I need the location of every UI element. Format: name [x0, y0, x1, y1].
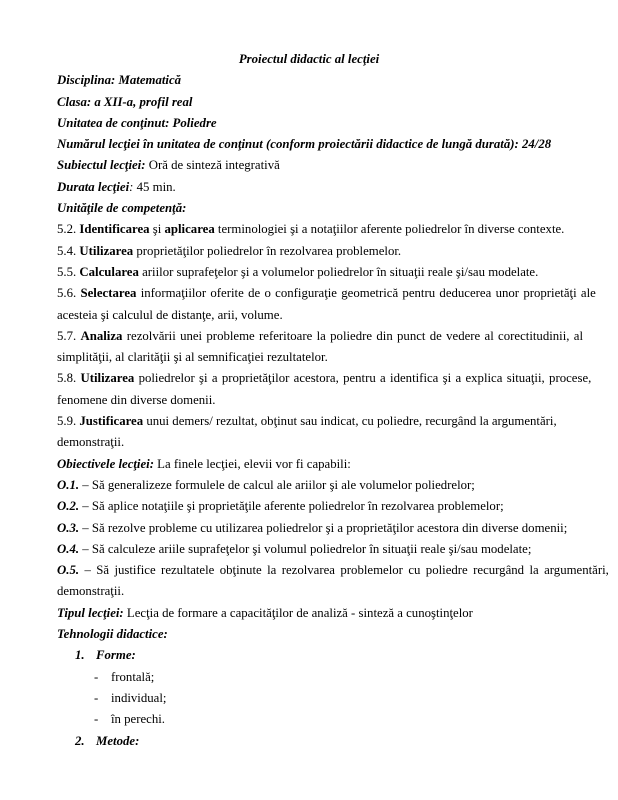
text-run: : [129, 179, 137, 194]
text-run: – Să aplice notaţiile şi proprietăţile aferente poliedrelor în rezolvarea problemelor; [79, 499, 504, 514]
text-run: – Să generalizeze formulele de calcul ale ariilor şi ale volumelor poliedrelor; [79, 477, 475, 492]
line-o5b [57, 581, 561, 602]
text-run: 5.7. [57, 328, 81, 343]
text-run: Disciplina: Matematică [57, 73, 182, 88]
text-run: Metode: [96, 733, 140, 748]
text-run: Analiza [80, 328, 123, 343]
line-unitatile [57, 198, 561, 219]
text-run: Calcularea [79, 264, 139, 279]
line-durata [57, 177, 561, 198]
text-run: Clasa: a XII-a, profil real [57, 94, 193, 109]
text-run: Selectarea [80, 286, 137, 301]
text-run: individual; [111, 690, 167, 705]
text-run: 5.9. [57, 414, 80, 429]
line-tehnologii [57, 624, 561, 645]
text-run: ariilor suprafeţelor şi a volumelor poliedrelor în situaţii reale şi/sau modelate. [138, 264, 539, 279]
line-5-9a [57, 411, 561, 432]
line-o3 [57, 518, 568, 539]
text-run: demonstraţii. [57, 435, 125, 450]
line-obiectivele [57, 454, 561, 475]
text-run: proprietăţilor poliedrelor în rezolvarea problemelor. [133, 243, 402, 258]
line-individual [57, 688, 561, 709]
line-5-8a [57, 368, 592, 389]
line-subiectul [57, 155, 561, 176]
line-5-5 [57, 262, 561, 283]
text-run: Unitatea de conţinut: Poliedre [57, 115, 217, 130]
text-run: Tehnologii didactice: [57, 627, 168, 642]
text-run: în perechi. [111, 712, 166, 727]
text-run: frontală; [111, 669, 155, 684]
text-run: Justificarea [79, 414, 144, 429]
line-5-7a [57, 326, 584, 347]
line-tipul [57, 603, 561, 624]
list-marker: 1. [75, 648, 85, 663]
line-forme [57, 645, 561, 666]
text-run: 5.2. [57, 222, 80, 237]
line-perechi [57, 709, 561, 730]
line-clasa [57, 92, 561, 113]
text-run: Subiectul lecţiei: [57, 158, 146, 173]
text-run: 5.8. [57, 371, 81, 386]
line-5-4 [57, 241, 561, 262]
line-frontala [57, 667, 561, 688]
list-marker: - [94, 669, 99, 684]
line-5-2 [57, 219, 565, 240]
text-run: Tipul lecţiei: [57, 605, 124, 620]
text-run: Utilizarea [79, 243, 134, 258]
text-run: Proiectul didactic al lecţiei [238, 52, 380, 66]
text-run: informaţiilor oferite de o configuraţie geometrică pentru deducerea unor proprietăţi ale [136, 286, 596, 301]
line-o2 [57, 496, 561, 517]
text-run: Forme: [96, 648, 136, 663]
list-marker: 2. [75, 733, 85, 748]
line-5-6b [57, 305, 561, 326]
text-run: 45 min. [136, 179, 176, 194]
text-run: Utilizarea [80, 371, 135, 386]
text-run: O.4. [57, 541, 80, 556]
text-run: 5.5. [57, 264, 80, 279]
text-run: şi [149, 222, 165, 237]
text-run: Lecţia de formare a capacităţilor de analiză - sinteză a cunoştinţelor [123, 605, 473, 620]
line-5-8b [57, 390, 561, 411]
line-5-9b [57, 432, 561, 453]
text-run: unui demers/ rezultat, obţinut sau indicat, cu poliedre, recurgând la argumentări, [143, 414, 557, 429]
text-run: O.3. [57, 520, 80, 535]
text-run: Identificarea [79, 222, 150, 237]
list-marker: - [94, 712, 99, 727]
text-run: La finele lecţiei, elevii vor fi capabili: [153, 456, 351, 471]
text-run: O.2. [57, 499, 80, 514]
line-metode [57, 731, 561, 752]
line-o5a [57, 560, 609, 581]
line-numarul [57, 134, 561, 155]
text-run: – Să rezolve probleme cu utilizarea poliedrelor şi a proprietăţilor acestora din diverse domenii; [79, 520, 568, 535]
text-run: Obiectivele lecţiei: [57, 456, 154, 471]
line-o1 [57, 475, 561, 496]
line-5-7b [57, 347, 561, 368]
text-run: Durata lecţiei [57, 179, 130, 194]
line-unitatea [57, 113, 561, 134]
text-run: 5.4. [57, 243, 80, 258]
text-run: aplicarea [164, 222, 215, 237]
line-disciplina [57, 70, 561, 91]
text-run: poliedrelor şi a proprietăţilor acestora, pentru a identifica şi a explica situaţii, procese, [134, 371, 592, 386]
text-run: Numărul lecţiei în unitatea de conţinut (conform proiectării didactice de lungă durată): 24/28 [57, 137, 552, 152]
text-run: 5.6. [57, 286, 81, 301]
text-run: – Să justifice rezultatele obţinute la rezolvarea problemelor cu poliedre recurgând la argumentări, [79, 563, 609, 578]
text-run: terminologiei şi a notaţiilor aferente poliedrelor în diverse contexte. [214, 222, 565, 237]
text-run: – Să calculeze ariile suprafeţelor şi volumul poliedrelor în situaţii reale şi/sau modelate; [79, 541, 532, 556]
text-run: acesteia şi calculul de distanţe, arii, volume. [57, 307, 283, 322]
text-run: rezolvării unei probleme referitoare la poliedre din punct de vedere al corectitudinii, al [122, 328, 584, 343]
text-run: simplităţii, al clarităţii şi al semnificaţiei rezultatelor. [57, 350, 328, 365]
line-5-6a [57, 283, 596, 304]
doc-title [57, 49, 561, 70]
text-run: fenomene din diverse domenii. [57, 392, 216, 407]
text-run: Oră de sinteză integrativă [145, 158, 280, 173]
text-run: Unităţile de competenţă: [57, 201, 187, 216]
line-o4 [57, 539, 561, 560]
list-marker: - [94, 690, 99, 705]
text-run: O.5. [57, 563, 80, 578]
text-run: demonstraţii. [57, 584, 125, 599]
text-run: O.1. [57, 477, 80, 492]
